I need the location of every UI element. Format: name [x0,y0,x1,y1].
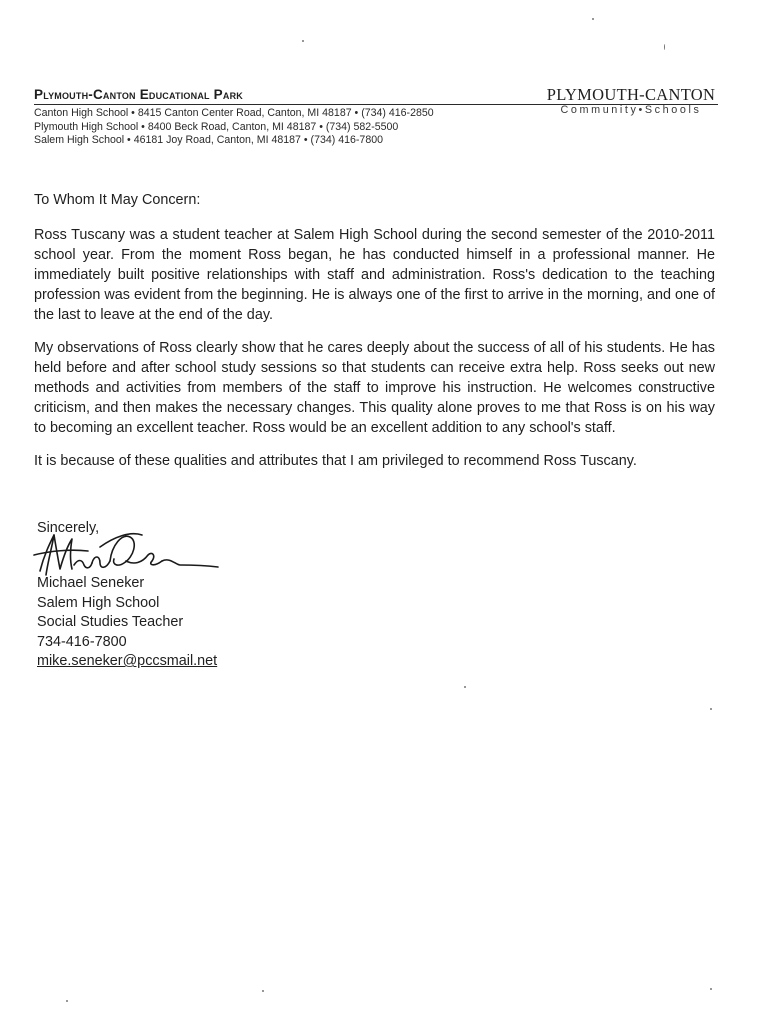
signer-phone: 734-416-7800 [37,633,127,650]
scan-speck [664,44,665,50]
school-address-list [34,107,434,148]
signer-title: Social Studies Teacher [37,614,184,630]
address-line-salem: Salem High School • 46181 Joy Road, Canton, MI 48187 • (734) 416-7800 [34,134,383,146]
header-divider [34,104,718,105]
district-logo-tagline: Community•Schools [560,104,702,116]
letter-closing: Sincerely, [37,520,100,536]
address-line-canton: Canton High School • 8415 Canton Center Road, Canton, MI 48187 • (734) 416-2850 [34,107,434,119]
letter-paragraph-3: It is because of these qualities and attributes that I am privileged to recommend Ross Tuscany. [34,453,637,469]
letter-greeting: To Whom It May Concern: [34,192,201,208]
letter-paragraph-1: Ross Tuscany was a student teacher at Salem High School during the second semester of the 2010-2011 school year. From the moment Ross began, he has conducted himself in a professional manner. He immediately built positive relationships with staff and administration. Ross's dedication to the teaching profession was evident from the beginning. He is always one of the first to arrive in the morning, and one of the last to leave at the end of the day. [34,227,715,323]
scan-speck [592,18,594,20]
scan-speck [464,686,466,688]
letter-paragraph-2: My observations of Ross clearly show that he cares deeply about the success of all of his students. He has held before and after school study sessions so that students can receive extra help. Ross seeks out new methods and activities from members of the staff to improve his instruction. He welcomes constructive criticism, and then makes the necessary changes. This quality alone proves to me that Ross is on his way to becoming an excellent teacher. Ross would be an excellent addition to any school's staff. [34,340,715,436]
address-line-plymouth: Plymouth High School • 8400 Beck Road, Canton, MI 48187 • (734) 582-5500 [34,120,399,133]
letterhead [34,87,514,103]
scan-speck [262,990,264,992]
district-logo-name: PLYMOUTH-CANTON [546,85,716,104]
signer-name: Michael Seneker [37,575,145,591]
scan-speck [710,988,712,990]
signer-details [37,574,217,672]
signer-email-link[interactable]: mike.seneker@pccsmail.net [37,653,218,669]
letter-body [34,190,715,484]
scan-speck [710,708,712,710]
signer-school: Salem High School [37,594,160,611]
scan-speck [66,1000,68,1002]
district-logo [546,86,716,117]
scan-speck [302,40,304,42]
organization-name: Plymouth-Canton Educational Park [34,87,243,102]
